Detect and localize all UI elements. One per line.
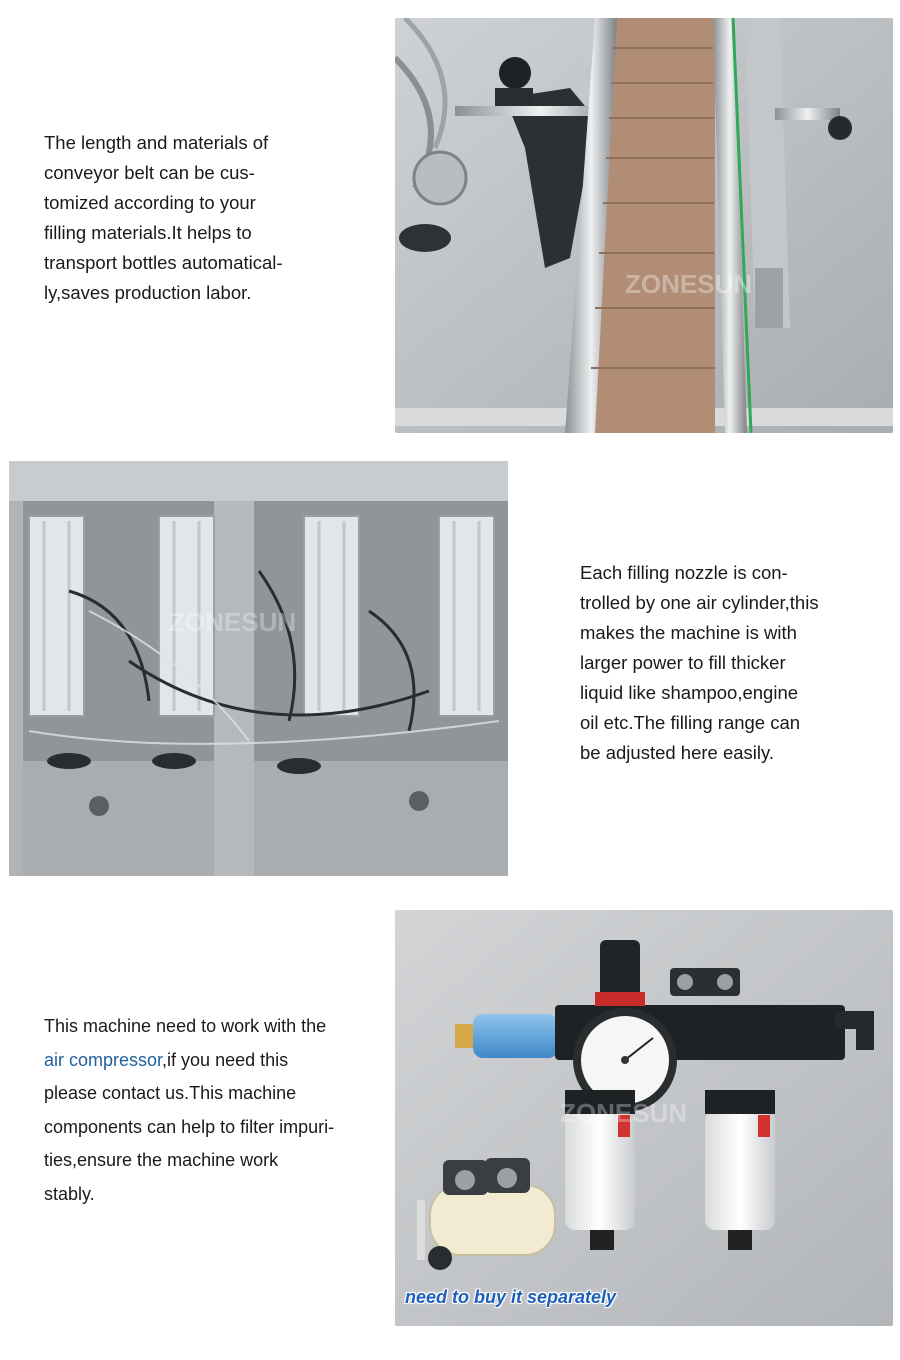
text-line: makes the machine is with <box>580 622 797 643</box>
buy-separately-caption: need to buy it separately <box>405 1287 617 1307</box>
text-line: This machine need to work with the <box>44 1016 327 1036</box>
text-line: tomized according to your <box>44 192 256 213</box>
text-line: ties,ensure the machine work <box>44 1150 279 1170</box>
text-line: larger power to fill thicker <box>580 652 786 673</box>
air-cylinders-photo <box>9 461 508 876</box>
text-line: please contact us.This machine <box>44 1083 297 1103</box>
text-line: components can help to filter impuri- <box>44 1116 335 1137</box>
conveyor-description <box>44 128 344 308</box>
text-line: ly,saves production labor. <box>44 282 252 303</box>
text-line: stably. <box>44 1183 95 1204</box>
text-line: oil etc.The filling range can <box>580 712 801 733</box>
text-line: liquid like shampoo,engine <box>580 682 799 703</box>
air-compressor-highlight: air compressor <box>44 1049 163 1070</box>
text-line: be adjusted here easily. <box>580 742 775 763</box>
conveyor-belt-photo <box>395 18 893 433</box>
text-line <box>44 1044 364 1078</box>
text-line: conveyor belt can be cus- <box>44 162 255 183</box>
watermark: ZONESUN <box>560 1098 688 1128</box>
filter-regulator-photo <box>395 910 893 1326</box>
text-line: Each filling nozzle is con- <box>580 562 788 583</box>
watermark: ZONESUN <box>169 607 297 637</box>
nozzle-description <box>580 558 880 768</box>
compressor-description <box>44 1010 364 1211</box>
text-line: trolled by one air cylinder,this <box>580 592 819 613</box>
watermark: ZONESUN <box>625 269 753 299</box>
text-fragment: ,if you need this <box>162 1049 289 1070</box>
text-line: transport bottles automatical- <box>44 252 283 273</box>
text-line: filling materials.It helps to <box>44 222 252 243</box>
text-line: The length and materials of <box>44 132 269 153</box>
